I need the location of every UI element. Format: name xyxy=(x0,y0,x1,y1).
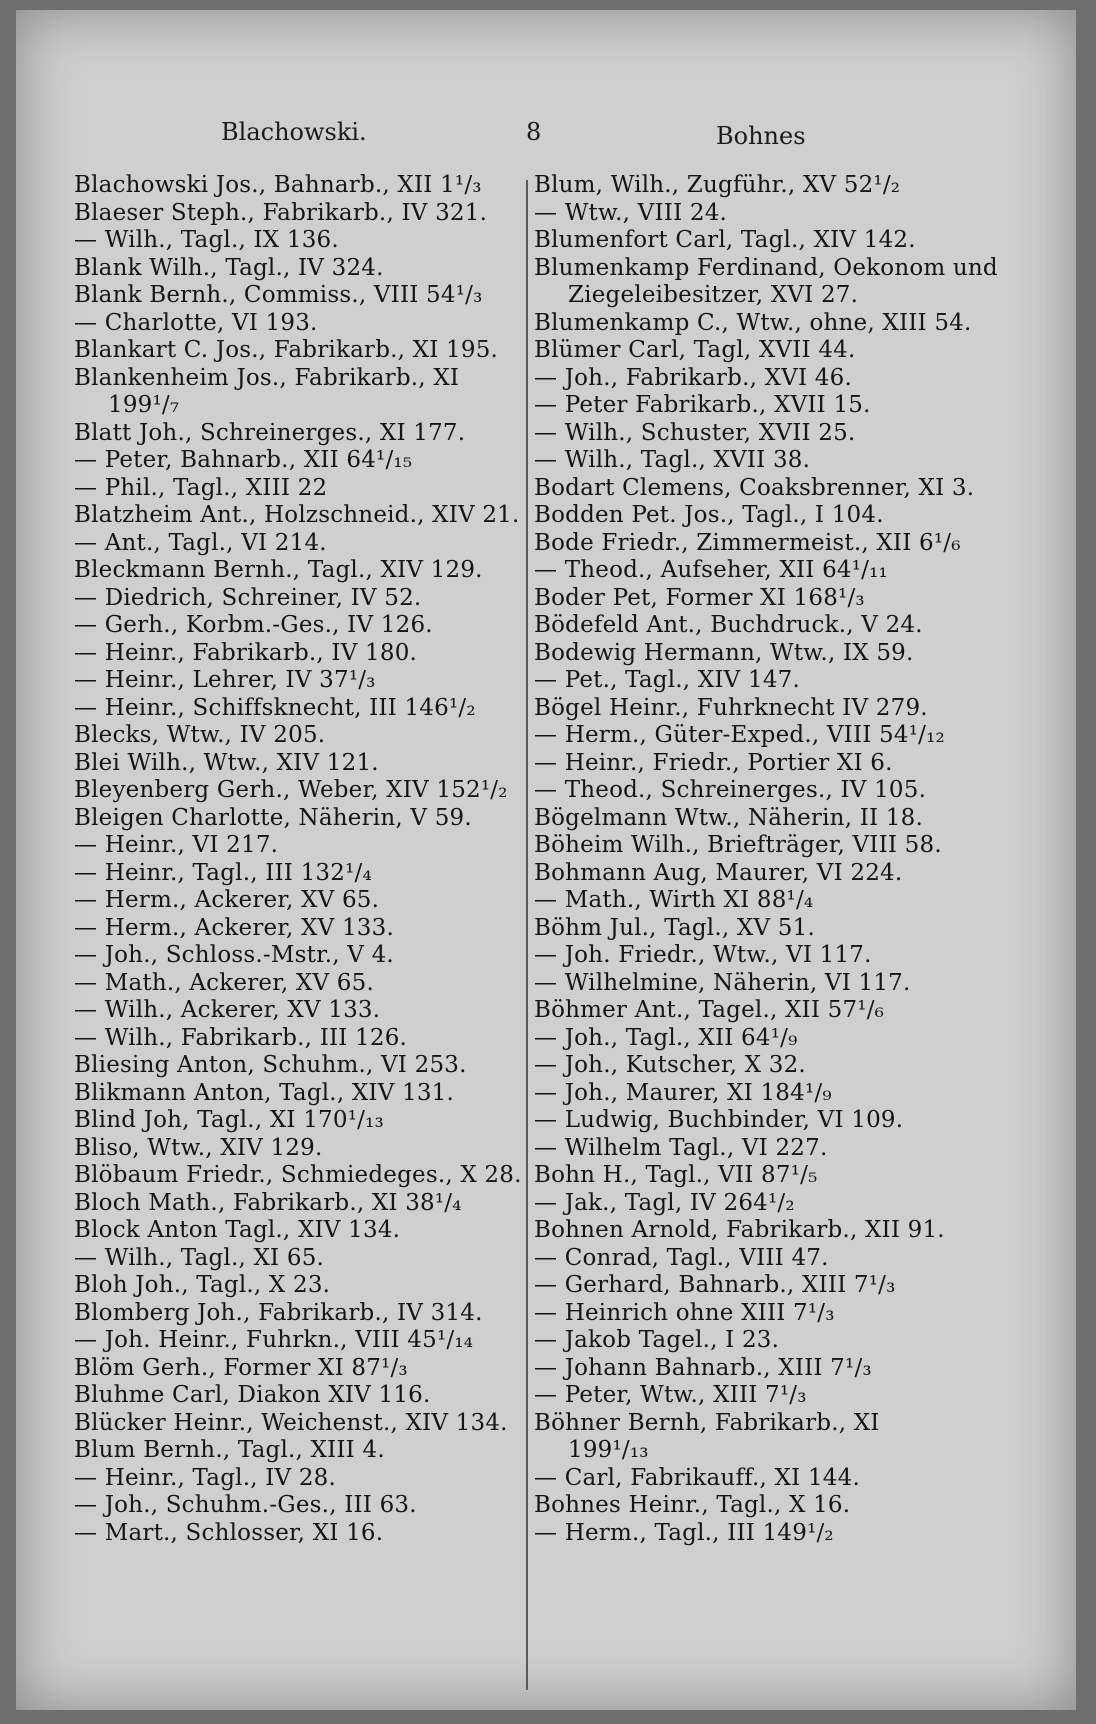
directory-entry: Blum Bernh., Tagl., XIII 4. xyxy=(74,1437,385,1463)
directory-entry: — Carl, Fabrikauff., XI 144. xyxy=(534,1464,860,1491)
directory-entry: Bödefeld Ant., Buchdruck., V 24. xyxy=(534,612,923,638)
directory-entry: — Peter, Wtw., XIII 7¹/₃ xyxy=(534,1382,807,1408)
directory-entry: Böhmer Ant., Tagel., XII 57¹/₆ xyxy=(534,997,885,1023)
directory-entry: — Wilhelmine, Näherin, VI 117. xyxy=(534,969,911,996)
directory-entry: Blankenheim Jos., Fabrikarb., XI xyxy=(74,364,460,391)
directory-entry: Blank Wilh., Tagl., IV 324. xyxy=(74,254,384,281)
directory-entry: Blachowski Jos., Bahnarb., XII 1¹/₃ xyxy=(74,172,482,198)
directory-entry: — Conrad, Tagl., VIII 47. xyxy=(534,1244,829,1271)
directory-entry: — Wilh., Tagl., IX 136. xyxy=(74,227,339,253)
directory-entry: — Joh., Fabrikarb., XVI 46. xyxy=(534,364,852,391)
directory-entry: Bögel Heinr., Fuhrknecht IV 279. xyxy=(534,694,928,721)
directory-entry: — Mart., Schlosser, XI 16. xyxy=(74,1519,384,1546)
directory-entry: Bohmann Aug, Maurer, VI 224. xyxy=(534,859,903,886)
directory-entry: Böhner Bernh, Fabrikarb., XI xyxy=(534,1409,880,1436)
directory-entry: Bliesing Anton, Schuhm., VI 253. xyxy=(74,1052,467,1078)
directory-entry: — Joh. Heinr., Fuhrkn., VIII 45¹/₁₄ xyxy=(74,1327,474,1353)
directory-entry: — Herm., Güter-Exped., VIII 54¹/₁₂ xyxy=(534,722,945,748)
column-divider xyxy=(526,180,528,1690)
directory-entry: — Math., Wirth XI 88¹/₄ xyxy=(534,887,814,913)
directory-entry: Bögelmann Wtw., Näherin, II 18. xyxy=(534,804,923,831)
directory-entry: Blecks, Wtw., IV 205. xyxy=(74,722,326,748)
directory-entry: Böhm Jul., Tagl., XV 51. xyxy=(534,914,815,941)
directory-entry: Blankart C. Jos., Fabrikarb., XI 195. xyxy=(74,337,499,363)
directory-entry: Bohnen Arnold, Fabrikarb., XII 91. xyxy=(534,1217,945,1243)
page-number: 8 xyxy=(526,118,542,146)
directory-entry: — Theod., Schreinerges., IV 105. xyxy=(534,777,927,803)
directory-entry: — Theod., Aufseher, XII 64¹/₁₁ xyxy=(534,557,888,583)
directory-entry: — Gerh., Korbm.-Ges., IV 126. xyxy=(74,612,433,638)
directory-entry: Blumenkamp C., Wtw., ohne, XIII 54. xyxy=(534,309,972,336)
page-header xyxy=(16,118,1076,158)
directory-entry: Blatzheim Ant., Holzschneid., XIV 21. xyxy=(74,502,520,528)
directory-entry: — Math., Ackerer, XV 65. xyxy=(74,969,374,996)
directory-entry: Blücker Heinr., Weichenst., XIV 134. xyxy=(74,1409,508,1436)
directory-entry: Blümer Carl, Tagl, XVII 44. xyxy=(534,337,856,363)
directory-entry: Blikmann Anton, Tagl., XIV 131. xyxy=(74,1079,455,1106)
directory-entry: Bohnes Heinr., Tagl., X 16. xyxy=(534,1492,851,1518)
directory-page xyxy=(16,10,1076,1710)
directory-entry: — Heinr., VI 217. xyxy=(74,832,279,858)
directory-entry: — Herm., Ackerer, XV 65. xyxy=(74,887,380,913)
directory-entry: — Heinr., Schiffsknecht, III 146¹/₂ xyxy=(74,694,476,721)
directory-entry: — Joh., Kutscher, X 32. xyxy=(534,1052,806,1078)
directory-entry: — Wilh., Tagl., XVII 38. xyxy=(534,447,811,473)
directory-entry: — Johann Bahnarb., XIII 7¹/₃ xyxy=(534,1354,872,1381)
directory-entry: — Joh., Tagl., XII 64¹/₉ xyxy=(534,1024,798,1051)
directory-entry: — Diedrich, Schreiner, IV 52. xyxy=(74,584,422,611)
right-running-headword: Bohnes xyxy=(716,122,806,150)
directory-entry: — Jak., Tagl, IV 264¹/₂ xyxy=(534,1189,795,1216)
right-column xyxy=(534,172,1004,1547)
directory-entry: Blatt Joh., Schreinerges., XI 177. xyxy=(74,419,466,446)
directory-entry: Blaeser Steph., Fabrikarb., IV 321. xyxy=(74,199,488,226)
directory-entry: Blumenkamp Ferdinand, Oekonom und xyxy=(534,254,998,281)
directory-entry: — Heinrich ohne XIII 7¹/₃ xyxy=(534,1299,835,1326)
directory-entry: — Joh. Friedr., Wtw., VI 117. xyxy=(534,942,872,968)
directory-entry: — Peter, Bahnarb., XII 64¹/₁₅ xyxy=(74,447,413,473)
directory-entry: — Wilh., Ackerer, XV 133. xyxy=(74,997,381,1023)
directory-entry: Bodewig Hermann, Wtw., IX 59. xyxy=(534,639,914,666)
directory-entry: — Joh., Schuhm.-Ges., III 63. xyxy=(74,1492,417,1518)
directory-entry: — Herm., Ackerer, XV 133. xyxy=(74,914,394,941)
directory-entry: — Pet., Tagl., XIV 147. xyxy=(534,667,801,693)
directory-entry: 199¹/₇ xyxy=(108,392,180,418)
directory-entry: Blumenfort Carl, Tagl., XIV 142. xyxy=(534,227,916,253)
directory-entry: — Heinr., Friedr., Portier XI 6. xyxy=(534,749,893,776)
directory-entry: — Herm., Tagl., III 149¹/₂ xyxy=(534,1519,834,1546)
directory-entry: — Joh., Maurer, XI 184¹/₉ xyxy=(534,1079,832,1106)
left-column xyxy=(74,172,522,1547)
directory-entry: Bodden Pet. Jos., Tagl., I 104. xyxy=(534,502,884,528)
directory-entry: Bohn H., Tagl., VII 87¹/₅ xyxy=(534,1162,818,1188)
directory-entry: Blind Joh, Tagl., XI 170¹/₁₃ xyxy=(74,1107,384,1133)
directory-entry: — Gerhard, Bahnarb., XIII 7¹/₃ xyxy=(534,1272,896,1298)
directory-entry: Blöbaum Friedr., Schmiedeges., X 28. xyxy=(74,1162,522,1188)
directory-entry: Bleyenberg Gerh., Weber, XIV 152¹/₂ xyxy=(74,777,508,803)
directory-entry: — Heinr., Tagl., IV 28. xyxy=(74,1464,337,1491)
directory-entry: Block Anton Tagl., XIV 134. xyxy=(74,1217,401,1243)
directory-entry: Bode Friedr., Zimmermeist., XII 6¹/₆ xyxy=(534,529,961,556)
directory-entry: Boder Pet, Former XI 168¹/₃ xyxy=(534,584,865,611)
directory-entry: Bleigen Charlotte, Näherin, V 59. xyxy=(74,804,472,831)
directory-entry: — Heinr., Fabrikarb., IV 180. xyxy=(74,639,418,666)
directory-entry: Bloh Joh., Tagl., X 23. xyxy=(74,1272,331,1298)
directory-entry: Bluhme Carl, Diakon XIV 116. xyxy=(74,1382,431,1408)
directory-entry: — Wilh., Tagl., XI 65. xyxy=(74,1244,325,1271)
directory-entry: — Heinr., Lehrer, IV 37¹/₃ xyxy=(74,667,376,693)
directory-entry: Bodart Clemens, Coaksbrenner, XI 3. xyxy=(534,474,975,501)
directory-entry: Blöm Gerh., Former XI 87¹/₃ xyxy=(74,1354,408,1381)
directory-entry: — Phil., Tagl., XIII 22 xyxy=(74,474,328,501)
directory-entry: — Heinr., Tagl., III 132¹/₄ xyxy=(74,859,372,886)
directory-entry: — Wtw., VIII 24. xyxy=(534,199,728,226)
directory-entry: Bliso, Wtw., XIV 129. xyxy=(74,1134,323,1161)
directory-entry: 199¹/₁₃ xyxy=(568,1437,649,1463)
directory-entry: — Wilh., Fabrikarb., III 126. xyxy=(74,1024,408,1051)
directory-entry: Bleckmann Bernh., Tagl., XIV 129. xyxy=(74,557,483,583)
directory-entry: Böheim Wilh., Briefträger, VIII 58. xyxy=(534,832,942,858)
directory-entry: Blei Wilh., Wtw., XIV 121. xyxy=(74,749,379,776)
directory-entry: Blomberg Joh., Fabrikarb., IV 314. xyxy=(74,1299,483,1326)
directory-entry: — Charlotte, VI 193. xyxy=(74,309,318,336)
directory-entry: — Jakob Tagel., I 23. xyxy=(534,1327,780,1353)
directory-entry: — Wilh., Schuster, XVII 25. xyxy=(534,419,856,446)
directory-entry: — Ant., Tagl., VI 214. xyxy=(74,529,327,556)
left-running-headword: Blachowski. xyxy=(221,118,367,146)
directory-entry: — Ludwig, Buchbinder, VI 109. xyxy=(534,1107,904,1133)
directory-entry: Ziegeleibesitzer, XVI 27. xyxy=(568,282,859,308)
directory-entry: Blank Bernh., Commiss., VIII 54¹/₃ xyxy=(74,282,483,308)
directory-entry: — Joh., Schloss.-Mstr., V 4. xyxy=(74,942,394,968)
directory-entry: Bloch Math., Fabrikarb., XI 38¹/₄ xyxy=(74,1189,462,1216)
directory-entry: — Peter Fabrikarb., XVII 15. xyxy=(534,392,871,418)
directory-entry: — Wilhelm Tagl., VI 227. xyxy=(534,1134,828,1161)
directory-entry: Blum, Wilh., Zugführ., XV 52¹/₂ xyxy=(534,172,901,198)
